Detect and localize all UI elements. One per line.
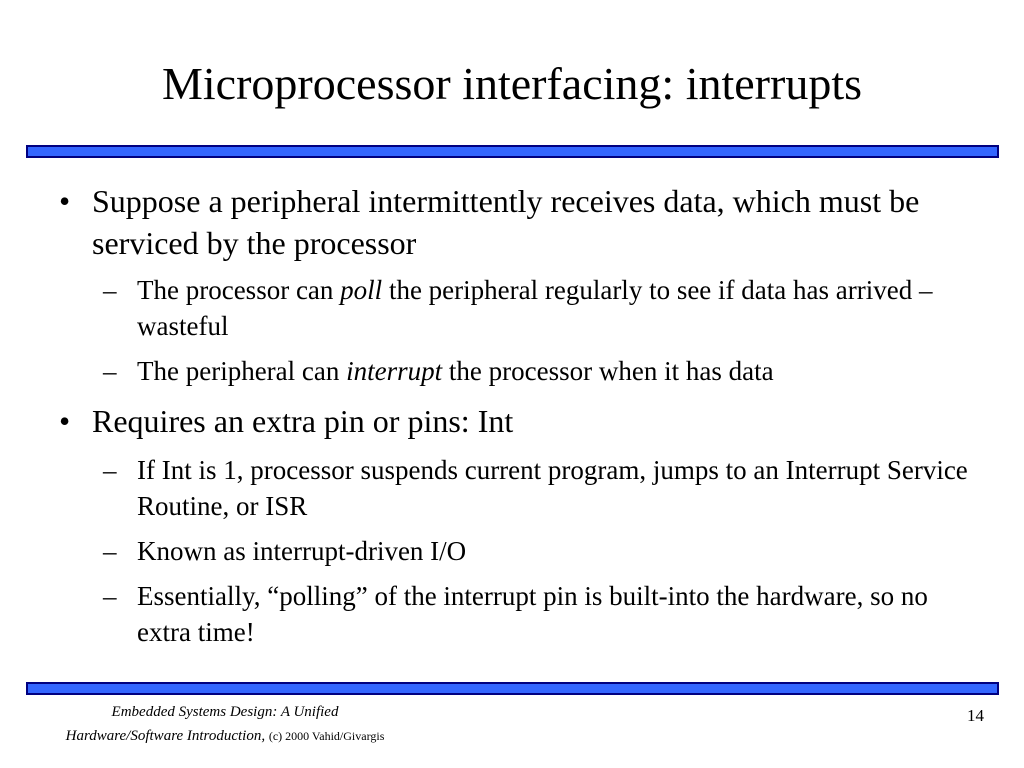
footer-copyright: (c) 2000 Vahid/Givargis <box>268 729 385 743</box>
subbullet-marker: – <box>103 536 117 566</box>
subbullet-text: If Int is 1, processor suspends current program, jumps to an Interrupt Service Routine, or ISR <box>137 455 968 521</box>
subbullet-text-after: the processor when it has data <box>442 356 774 386</box>
subbullet-interrupt-driven <box>103 533 977 569</box>
subbullet-emphasis: interrupt <box>346 356 443 386</box>
subbullet-emphasis: poll <box>340 275 383 305</box>
bullet-peripheral-data <box>59 180 992 264</box>
subbullet-text-before: The processor can <box>137 275 341 305</box>
bullet-marker: • <box>59 183 71 219</box>
slide-title: Microprocessor interfacing: interrupts <box>162 58 862 109</box>
bullet-marker: • <box>59 403 71 439</box>
subbullet-polling-hardware <box>103 578 977 650</box>
subbullet-marker: – <box>103 275 117 305</box>
subbullet-marker: – <box>103 455 117 485</box>
subbullet-poll <box>103 272 977 344</box>
bullet-text: Requires an extra pin or pins: Int <box>92 403 514 439</box>
footer-citation <box>0 700 450 748</box>
subbullet-marker: – <box>103 581 117 611</box>
subbullet-text-after: the peripheral regularly to see if data has arrived – wasteful <box>137 275 933 341</box>
subbullet-interrupt <box>103 353 977 389</box>
page-number: 14 <box>967 706 984 725</box>
footer-book-title-line2: Hardware/Software Introduction, <box>65 728 266 744</box>
subbullet-marker: – <box>103 356 117 386</box>
subbullet-text-before: The peripheral can <box>137 356 347 386</box>
footer-book-title-line1: Embedded Systems Design: A Unified <box>111 704 339 720</box>
bottom-divider <box>26 682 999 695</box>
bullet-extra-pin <box>59 400 992 442</box>
subbullet-isr <box>103 452 977 524</box>
bullet-text: Suppose a peripheral intermittently receives data, which must be serviced by the processor <box>92 183 920 261</box>
subbullet-text: Essentially, “polling” of the interrupt pin is built-into the hardware, so no extra time! <box>137 581 928 647</box>
subbullet-text: Known as interrupt-driven I/O <box>137 536 467 566</box>
